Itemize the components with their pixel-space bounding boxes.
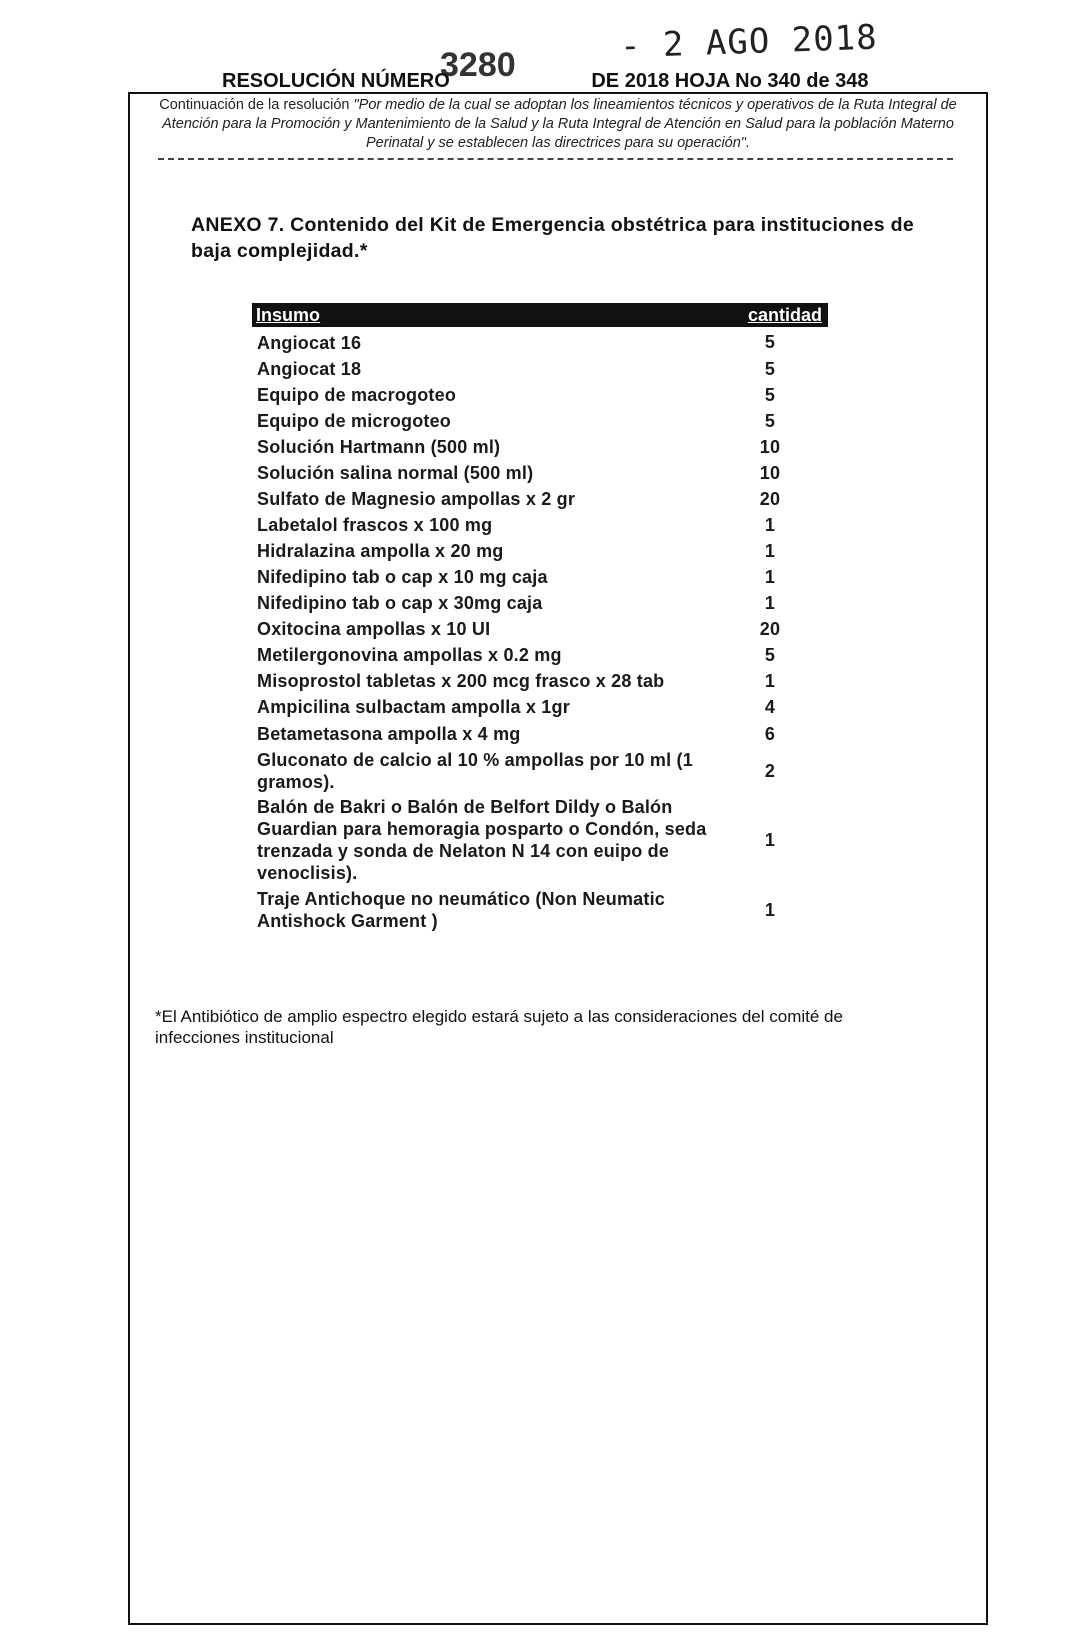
table-row	[252, 886, 828, 934]
continuation-body: "Por medio de la cual se adoptan los lineamientos técnicos y operativos de la Ruta Integral de Atención para la Promoción y Mantenimiento de la Salud y la Ruta Integral de Atención en Salud para la población Materno Perinatal y se establecen las directrices para su operación".	[162, 97, 957, 151]
row-qty: 5	[764, 358, 776, 379]
row-qty: 4	[764, 696, 776, 717]
row-qty: 2	[764, 760, 776, 781]
row-qty: 1	[764, 514, 776, 535]
row-qty: 5	[764, 644, 776, 665]
row-item: Betametasona ampolla x 4 mg	[257, 724, 521, 744]
annex-title: ANEXO 7. Contenido del Kit de Emergencia obstétrica para instituciones de baja complejidad.*	[191, 214, 914, 262]
row-item: Angiocat 18	[257, 359, 362, 379]
continuation-text	[140, 96, 976, 153]
table-row	[252, 564, 828, 590]
table-row	[252, 460, 828, 486]
kit-table	[252, 303, 828, 934]
table-row	[252, 642, 828, 668]
row-qty: 1	[764, 540, 776, 561]
row-qty: 20	[759, 488, 781, 509]
table-row	[252, 408, 828, 434]
table-header	[252, 303, 828, 327]
dashed-separator	[158, 158, 953, 160]
table-row	[252, 668, 828, 694]
row-qty: 5	[764, 384, 776, 405]
resolution-page-info: DE 2018 HOJA No 340 de 348	[591, 70, 869, 92]
row-qty: 1	[764, 566, 776, 587]
row-item: Hidralazina ampolla x 20 mg	[257, 541, 504, 561]
date-stamp: - 2 AGO 2018	[619, 17, 879, 67]
table-row	[252, 720, 828, 748]
header-insumo: Insumo	[256, 305, 321, 325]
resolution-label: RESOLUCIÓN NÚMERO	[222, 70, 450, 92]
row-qty: 1	[764, 592, 776, 613]
resolution-header	[222, 70, 875, 93]
row-item: Angiocat 16	[257, 332, 362, 353]
row-qty: 6	[764, 723, 776, 744]
row-qty: 10	[759, 462, 781, 483]
row-item: Metilergonovina ampollas x 0.2 mg	[257, 645, 562, 665]
row-item: Ampicilina sulbactam ampolla x 1gr	[257, 697, 570, 717]
row-item: Solución salina normal (500 ml)	[257, 463, 534, 483]
row-item: Equipo de macrogoteo	[257, 385, 457, 405]
continuation-lead: Continuación de la resolución	[159, 97, 350, 113]
table-row	[252, 434, 828, 460]
table-row	[252, 616, 828, 642]
table-row	[252, 748, 828, 794]
resolution-number-stamp: 3280	[440, 46, 516, 84]
row-qty: 20	[759, 618, 781, 639]
row-item: Nifedipino tab o cap x 30mg caja	[257, 593, 543, 613]
row-item: Traje Antichoque no neumático (Non Neumatic Antishock Garment )	[257, 889, 665, 931]
row-qty: 10	[759, 436, 781, 457]
row-item: Balón de Bakri o Balón de Belfort Dildy o Balón Guardian para hemoragia posparto o Condón, seda trenzada y sonda de Nelaton N 14 con euipo de venoclisis).	[257, 797, 707, 883]
footnote: *El Antibiótico de amplio espectro elegido estará sujeto a las consideraciones del comité de infecciones institucional	[155, 1007, 843, 1047]
table-row	[252, 486, 828, 512]
row-item: Misoprostol tabletas x 200 mcg frasco x 28 tab	[257, 671, 665, 691]
table-row	[252, 794, 828, 886]
table-row	[252, 538, 828, 564]
row-qty: 1	[764, 899, 776, 920]
table-row	[252, 329, 828, 356]
table-row	[252, 356, 828, 382]
row-item: Gluconato de calcio al 10 % ampollas por 10 ml (1 gramos).	[257, 750, 693, 792]
table-row	[252, 590, 828, 616]
table-row	[252, 694, 828, 720]
row-item: Equipo de microgoteo	[257, 411, 452, 431]
row-qty: 1	[764, 829, 776, 850]
header-cantidad: cantidad	[747, 305, 822, 325]
row-item: Nifedipino tab o cap x 10 mg caja	[257, 567, 548, 587]
row-qty: 5	[764, 332, 776, 352]
row-item: Labetalol frascos x 100 mg	[257, 515, 493, 535]
row-item: Sulfato de Magnesio ampollas x 2 gr	[257, 489, 576, 509]
row-qty: 1	[764, 670, 776, 691]
row-item: Oxitocina ampollas x 10 UI	[257, 619, 491, 639]
row-item: Solución Hartmann (500 ml)	[257, 437, 501, 457]
row-qty: 5	[764, 410, 776, 431]
table-row	[252, 512, 828, 538]
table-row	[252, 382, 828, 408]
